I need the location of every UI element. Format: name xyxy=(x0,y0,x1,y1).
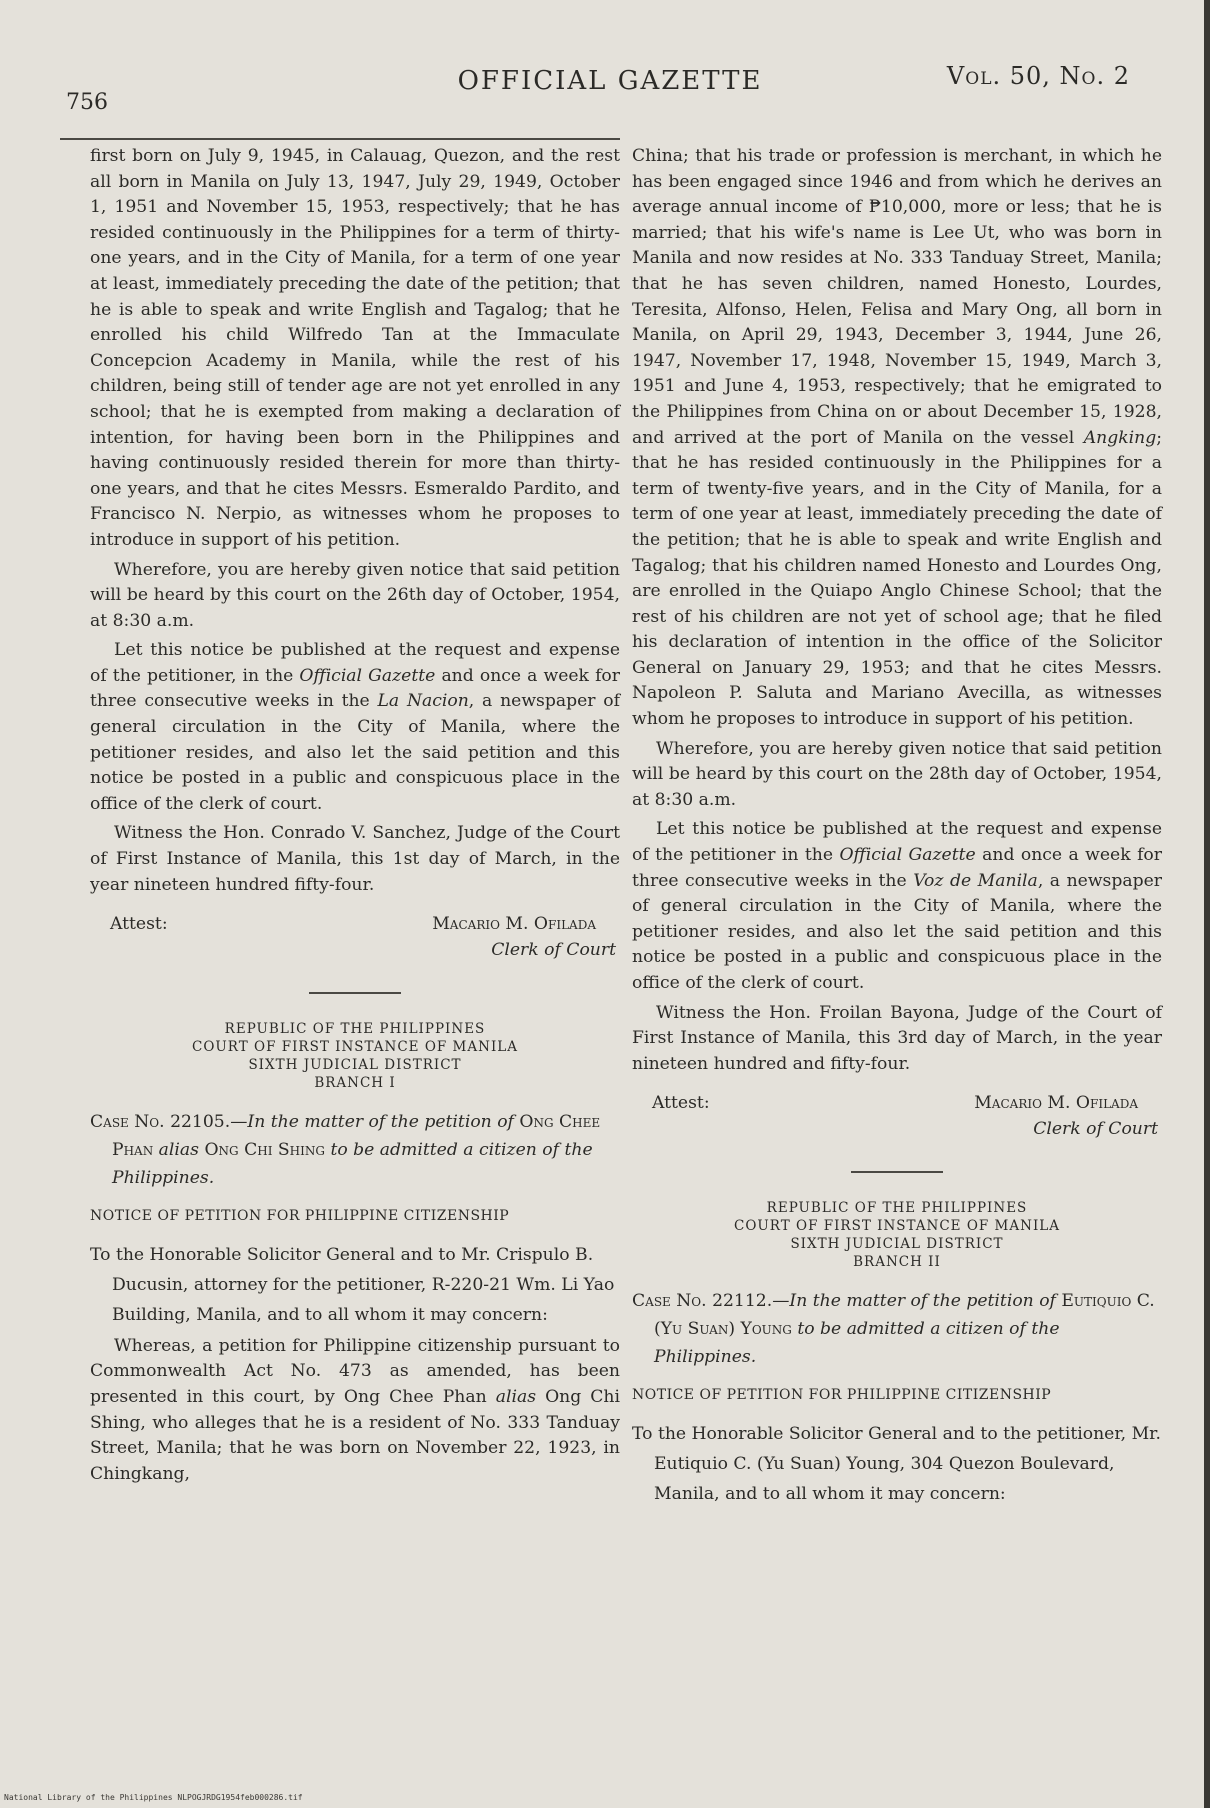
attest-label: Attest: xyxy=(110,914,168,935)
witness-paragraph: Witness the Hon. Froilan Bayona, Judge of the Court of First Instance of Manila, this 3rd day of March, in the year nineteen hundred and fifty-four. xyxy=(632,1002,1162,1074)
clerk-name: Macario M. Ofilada xyxy=(974,1093,1138,1114)
scan-source-note: National Library of the Philippines NLPOGJRDG1954feb000286.tif xyxy=(4,1793,303,1802)
section-divider xyxy=(309,992,401,994)
whereas-paragraph: Whereas, a petition for Philippine citizenship pursuant to Commonwealth Act No. 473 as amended, has been presented in this court, by Ong Chee Phan alias Ong Chi Shing, who alleges that he is a resident of No. 333 Tanduay Street, Manila; that he was born on November 22, 1923, in Chingkang, xyxy=(90,1335,620,1484)
section-divider xyxy=(851,1171,943,1173)
gazette-name: Official Gazette xyxy=(839,845,976,866)
clerk-title: Clerk of Court xyxy=(491,940,616,961)
page-number: 756 xyxy=(66,90,108,115)
gazette-name: Official Gazette xyxy=(299,665,436,686)
petition-body-paragraph: China; that his trade or profession is merchant, in which he has been engaged since 1946 and from which he derives an average annual income of ₱10,000, more or less; that he is married; that his wife's name is Lee Ut, who was born in Manila and now resides at No. 333 Tanduay Street, Manila; that he has seven children, named Honesto, Lourdes, Teresita, Alfonso, Helen, Felisa and Mary Ong, all born in Manila, on April 29, 1943, December 3, 1944, June 26, 1947, November 17, 1948, November 15, 1949, March 3, 1951 and June 4, 1953, respectively; that he emigrated to the Philippines from China on or about December 15, 1928, and arrived at the port of Manila on the vessel Angking; that he has resided continuously in the Philippines for a term of twenty-five years, and in the City of Manila, for a term of one year at least, immediately preceding the date of the petition; that he is able to speak and write English and Tagalog; that his children named Honesto and Lourdes Ong, are enrolled in the Quiapo Anglo Chinese School; that the rest of his children are not yet of school age; that he filed his declaration of intention in the office of the Solicitor General on January 29, 1953; and that he cites Messrs. Napoleon P. Saluta and Mariano Avecilla, as witnesses whom he proposes to introduce in support of his petition. xyxy=(632,146,1162,730)
hearing-notice-paragraph: Wherefore, you are hereby given notice that said petition will be heard by this court on the 26th day of October, 1954, at 8:30 a.m. xyxy=(90,559,620,631)
addressee-paragraph: To the Honorable Solicitor General and to Mr. Crispulo B. Ducusin, attorney for the petitioner, R-220-21 Wm. Li Yao Building, Manila, and to all whom it may concern: xyxy=(90,1244,615,1325)
publication-title: OFFICIAL GAZETTE xyxy=(457,66,763,96)
publication-paragraph: Let this notice be published at the request and expense of the petitioner in the Official Gazette and once a week for three consecutive weeks in the Voz de Manila, a newspaper of general circulation in the City of Manila, where the petitioner resides, and also let the said petition and this notice be posted in a public and conspicuous place in the office of the clerk of court. xyxy=(632,819,1162,993)
witness-paragraph: Witness the Hon. Conrado V. Sanchez, Judge of the Court of First Instance of Manila, this 1st day of March, in the year nineteen hundred fifty-four. xyxy=(90,823,620,895)
header-rule xyxy=(60,138,620,140)
attest-block xyxy=(90,912,620,974)
vessel-name: Angking xyxy=(1083,427,1157,448)
notice-heading: NOTICE OF PETITION FOR PHILIPPINE CITIZENSHIP xyxy=(90,1208,510,1225)
clerk-title: Clerk of Court xyxy=(1033,1119,1158,1140)
page-header xyxy=(60,60,1160,120)
case-title: Case No. 22112.—In the matter of the petition of Eutiquio C. (Yu Suan) Young to be admitted a citizen of the Philippines. xyxy=(632,1291,1155,1368)
right-column xyxy=(632,144,1162,1509)
hearing-notice-paragraph: Wherefore, you are hereby given notice that said petition will be heard by this court on the 28th day of October, 1954, at 8:30 a.m. xyxy=(632,738,1162,810)
petition-body-paragraph: first born on July 9, 1945, in Calauag, Quezon, and the rest all born in Manila on July 13, 1947, July 29, 1949, October 1, 1951 and November 15, 1953, respectively; that he has resided continuously in the Philippines for a term of thirty-one years, and in the City of Manila, for a term of one year at least, immediately preceding the date of the petition; that he is able to speak and write English and Tagalog; that he enrolled his child Wilfredo Tan at the Immaculate Concepcion Academy in Manila, while the rest of his children, being still of tender age are not yet enrolled in any school; that he is exempted from making a declaration of intention, for having been born in the Philippines and having continuously resided therein for more than thirty-one years, and that he cites Messrs. Esmeraldo Pardito, and Francisco N. Nerpio, as witnesses whom he proposes to introduce in support of his petition. xyxy=(90,146,620,550)
addressee-paragraph: To the Honorable Solicitor General and to the petitioner, Mr. Eutiquio C. (Yu Suan) Young, 304 Quezon Boulevard, Manila, and to all whom it may concern: xyxy=(632,1423,1161,1504)
newspaper-name: Voz de Manila xyxy=(913,870,1038,891)
clerk-name: Macario M. Ofilada xyxy=(432,914,596,935)
court-heading: REPUBLIC OF THE PHILIPPINES COURT OF FIRST INSTANCE OF MANILA SIXTH JUDICIAL DISTRICT BRANCH II xyxy=(734,1200,1060,1271)
publication-paragraph: Let this notice be published at the request and expense of the petitioner, in the Official Gazette and once a week for three consecutive weeks in the La Nacion, a newspaper of general circulation in the City of Manila, where the petitioner resides, and also let the said petition and this notice be posted in a public and conspicuous place in the office of the clerk of court. xyxy=(90,640,620,814)
attest-label: Attest: xyxy=(652,1093,710,1114)
newspaper-name: La Nacion xyxy=(377,691,469,712)
page-binding-edge xyxy=(1204,0,1210,1808)
attest-block xyxy=(632,1091,1162,1153)
court-heading: REPUBLIC OF THE PHILIPPINES COURT OF FIRST INSTANCE OF MANILA SIXTH JUDICIAL DISTRICT BRANCH I xyxy=(192,1021,518,1092)
volume-number: Vol. 50, No. 2 xyxy=(946,62,1130,90)
left-column xyxy=(90,144,620,1487)
notice-heading: NOTICE OF PETITION FOR PHILIPPINE CITIZENSHIP xyxy=(632,1387,1052,1404)
case-title: Case No. 22105.—In the matter of the petition of Ong Chee Phan alias Ong Chi Shing to be admitted a citizen of the Philippines. xyxy=(90,1112,601,1189)
